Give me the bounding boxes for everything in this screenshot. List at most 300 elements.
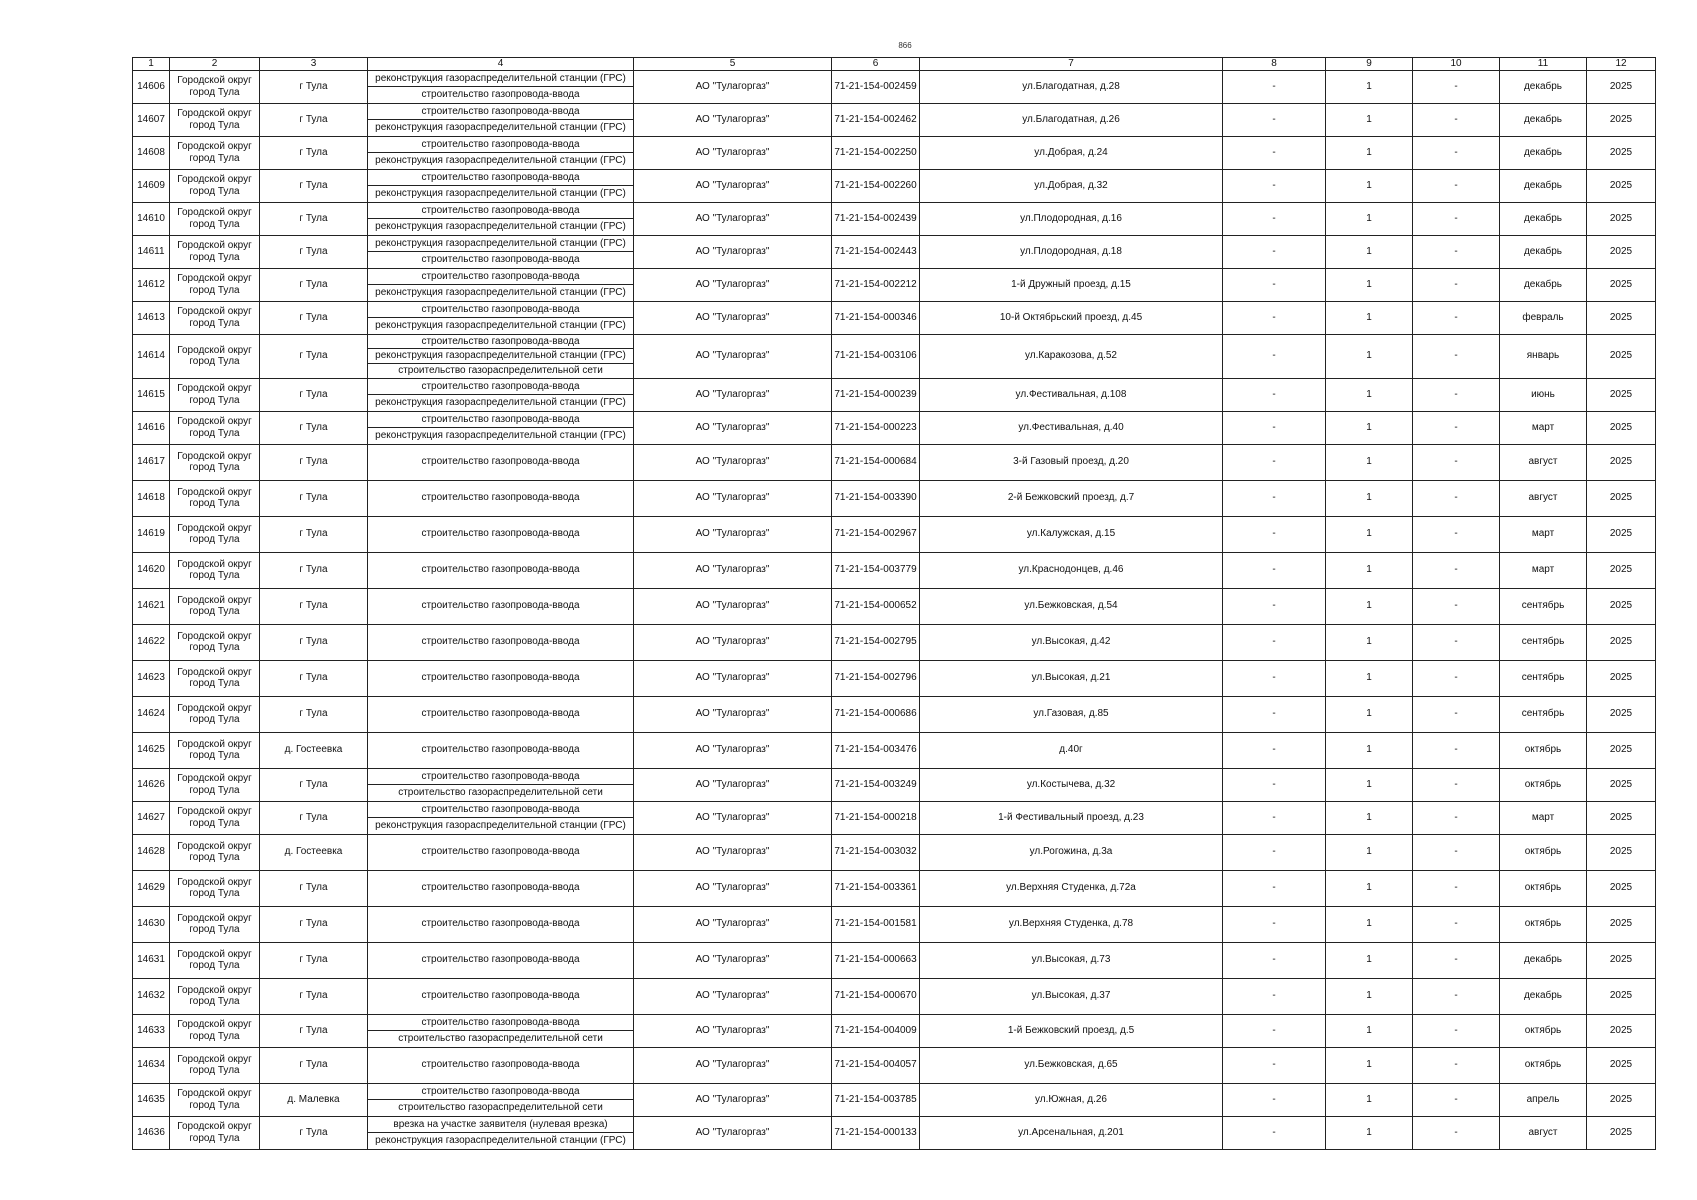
month-cell: декабрь (1500, 978, 1587, 1014)
work-type-line: строительство газопровода-ввода (421, 636, 580, 648)
column-10-cell: - (1413, 334, 1500, 378)
settlement-cell: г Тула (260, 444, 368, 480)
registry-number-cell: 71-21-154-000684 (832, 444, 920, 480)
address-cell: ул.Каракозова, д.52 (920, 334, 1223, 378)
settlement-cell: г Тула (260, 552, 368, 588)
organization-cell: АО "Тулагоргаз" (634, 103, 832, 136)
registry-number-cell: 71-21-154-000218 (832, 801, 920, 834)
address-cell: ул.Верхняя Студенка, д.72а (920, 870, 1223, 906)
works-cell (368, 1116, 634, 1149)
column-8-cell: - (1223, 588, 1326, 624)
row-number-cell: 14625 (133, 732, 170, 768)
works-cell (368, 70, 634, 103)
table-row (133, 870, 1656, 906)
column-10-cell: - (1413, 516, 1500, 552)
month-cell: октябрь (1500, 1047, 1587, 1083)
registry-number-cell: 71-21-154-003361 (832, 870, 920, 906)
registry-number-cell: 71-21-154-003390 (832, 480, 920, 516)
month-cell: октябрь (1500, 834, 1587, 870)
address-cell: ул.Бежковская, д.54 (920, 588, 1223, 624)
month-cell: март (1500, 516, 1587, 552)
works-list (368, 137, 633, 169)
column-10-cell: - (1413, 588, 1500, 624)
okrug-cell: Городской округ город Тула (170, 103, 260, 136)
row-number-cell: 14606 (133, 70, 170, 103)
table-body (133, 70, 1656, 1149)
okrug-cell: Городской округ город Тула (170, 696, 260, 732)
table-row (133, 301, 1656, 334)
column-header-10: 10 (1413, 58, 1500, 71)
organization-cell: АО "Тулагоргаз" (634, 444, 832, 480)
work-type-line: строительство газопровода-ввода (421, 528, 580, 540)
table-row (133, 136, 1656, 169)
works-cell (368, 732, 634, 768)
page-number: 866 (898, 41, 912, 50)
row-number-cell: 14624 (133, 696, 170, 732)
settlement-cell: г Тула (260, 411, 368, 444)
month-cell: декабрь (1500, 235, 1587, 268)
registry-number-cell: 71-21-154-002250 (832, 136, 920, 169)
registry-number-cell: 71-21-154-002967 (832, 516, 920, 552)
column-10-cell: - (1413, 942, 1500, 978)
okrug-cell: Городской округ город Тула (170, 202, 260, 235)
column-10-cell: - (1413, 1116, 1500, 1149)
works-cell (368, 1047, 634, 1083)
registry-number-cell: 71-21-154-004057 (832, 1047, 920, 1083)
work-type-line: строительство газораспределительной сети (398, 787, 603, 798)
okrug-cell: Городской округ город Тула (170, 1014, 260, 1047)
settlement-cell: г Тула (260, 378, 368, 411)
year-cell: 2025 (1587, 1047, 1656, 1083)
works-cell (368, 942, 634, 978)
settlement-cell: г Тула (260, 268, 368, 301)
column-9-cell: 1 (1326, 768, 1413, 801)
works-cell (368, 411, 634, 444)
settlement-cell: г Тула (260, 136, 368, 169)
work-type-line: строительство газопровода-ввода (368, 269, 633, 286)
work-type-line: врезка на участке заявителя (нулевая врезка) (368, 1117, 633, 1134)
month-cell: декабрь (1500, 70, 1587, 103)
settlement-cell: д. Гостеевка (260, 732, 368, 768)
work-type-line: строительство газораспределительной сети (398, 364, 603, 376)
table-row (133, 378, 1656, 411)
work-type-line: строительство газораспределительной сети (398, 1102, 603, 1113)
work-type-line: реконструкция газораспределительной станции (ГРС) (375, 1135, 626, 1146)
column-8-cell: - (1223, 942, 1326, 978)
table-row (133, 801, 1656, 834)
work-type-line: строительство газопровода-ввода (368, 1084, 633, 1101)
column-9-cell: 1 (1326, 870, 1413, 906)
row-number-cell: 14631 (133, 942, 170, 978)
column-9-cell: 1 (1326, 334, 1413, 378)
okrug-cell: Городской округ город Тула (170, 70, 260, 103)
organization-cell: АО "Тулагоргаз" (634, 942, 832, 978)
settlement-cell: г Тула (260, 480, 368, 516)
work-type-line: строительство газопровода-ввода (421, 254, 580, 265)
column-9-cell: 1 (1326, 136, 1413, 169)
organization-cell: АО "Тулагоргаз" (634, 1083, 832, 1116)
okrug-cell: Городской округ город Тула (170, 870, 260, 906)
column-8-cell: - (1223, 906, 1326, 942)
column-10-cell: - (1413, 906, 1500, 942)
address-cell: 3-й Газовый проезд, д.20 (920, 444, 1223, 480)
work-type-line: реконструкция газораспределительной станции (ГРС) (375, 820, 626, 831)
registry-number-cell: 71-21-154-000663 (832, 942, 920, 978)
column-8-cell: - (1223, 301, 1326, 334)
okrug-cell: Городской округ город Тула (170, 480, 260, 516)
okrug-cell: Городской округ город Тула (170, 169, 260, 202)
column-10-cell: - (1413, 1047, 1500, 1083)
work-type-line: строительство газопровода-ввода (368, 379, 633, 396)
work-type-line: строительство газопровода-ввода (368, 769, 633, 786)
year-cell: 2025 (1587, 906, 1656, 942)
okrug-cell: Городской округ город Тула (170, 301, 260, 334)
works-cell (368, 136, 634, 169)
work-type-line: строительство газопровода-ввода (421, 600, 580, 612)
registry-number-cell: 71-21-154-002212 (832, 268, 920, 301)
table-row (133, 552, 1656, 588)
column-9-cell: 1 (1326, 202, 1413, 235)
organization-cell: АО "Тулагоргаз" (634, 136, 832, 169)
okrug-cell: Городской округ город Тула (170, 978, 260, 1014)
address-cell: ул.Добрая, д.32 (920, 169, 1223, 202)
settlement-cell: г Тула (260, 1047, 368, 1083)
column-header-6: 6 (832, 58, 920, 71)
settlement-cell: д. Гостеевка (260, 834, 368, 870)
organization-cell: АО "Тулагоргаз" (634, 301, 832, 334)
column-header-2: 2 (170, 58, 260, 71)
address-cell: ул.Плодородная, д.18 (920, 235, 1223, 268)
organization-cell: АО "Тулагоргаз" (634, 588, 832, 624)
organization-cell: АО "Тулагоргаз" (634, 202, 832, 235)
row-number-cell: 14619 (133, 516, 170, 552)
work-type-line: строительство газопровода-ввода (421, 1059, 580, 1071)
works-cell (368, 169, 634, 202)
column-8-cell: - (1223, 1047, 1326, 1083)
address-cell: ул.Краснодонцев, д.46 (920, 552, 1223, 588)
works-cell (368, 978, 634, 1014)
registry-number-cell: 71-21-154-002443 (832, 235, 920, 268)
okrug-cell: Городской округ город Тула (170, 624, 260, 660)
registry-number-cell: 71-21-154-003785 (832, 1083, 920, 1116)
okrug-cell: Городской округ город Тула (170, 516, 260, 552)
year-cell: 2025 (1587, 588, 1656, 624)
column-8-cell: - (1223, 480, 1326, 516)
address-cell: ул.Благодатная, д.26 (920, 103, 1223, 136)
month-cell: сентябрь (1500, 588, 1587, 624)
organization-cell: АО "Тулагоргаз" (634, 70, 832, 103)
organization-cell: АО "Тулагоргаз" (634, 870, 832, 906)
table-row (133, 660, 1656, 696)
row-number-cell: 14609 (133, 169, 170, 202)
organization-cell: АО "Тулагоргаз" (634, 696, 832, 732)
work-type-line: строительство газопровода-ввода (421, 846, 580, 858)
table-row (133, 516, 1656, 552)
settlement-cell: г Тула (260, 978, 368, 1014)
column-10-cell: - (1413, 444, 1500, 480)
works-cell (368, 552, 634, 588)
table-row (133, 169, 1656, 202)
work-type-line: реконструкция газораспределительной станции (ГРС) (375, 430, 626, 441)
work-type-line: строительство газопровода-ввода (421, 672, 580, 684)
header-row (133, 58, 1656, 71)
works-cell (368, 235, 634, 268)
okrug-cell: Городской округ город Тула (170, 411, 260, 444)
column-10-cell: - (1413, 801, 1500, 834)
table-row (133, 834, 1656, 870)
organization-cell: АО "Тулагоргаз" (634, 834, 832, 870)
works-list (368, 1015, 633, 1047)
month-cell: октябрь (1500, 732, 1587, 768)
works-cell (368, 202, 634, 235)
registry-number-cell: 71-21-154-000223 (832, 411, 920, 444)
month-cell: декабрь (1500, 169, 1587, 202)
row-number-cell: 14635 (133, 1083, 170, 1116)
column-9-cell: 1 (1326, 624, 1413, 660)
address-cell: 2-й Бежковский проезд, д.7 (920, 480, 1223, 516)
column-10-cell: - (1413, 480, 1500, 516)
settlement-cell: г Тула (260, 870, 368, 906)
work-type-line: строительство газопровода-ввода (421, 564, 580, 576)
settlement-cell: г Тула (260, 1116, 368, 1149)
work-type-line: реконструкция газораспределительной станции (ГРС) (375, 221, 626, 232)
works-cell (368, 268, 634, 301)
works-list (368, 236, 633, 268)
column-header-9: 9 (1326, 58, 1413, 71)
column-9-cell: 1 (1326, 1047, 1413, 1083)
column-10-cell: - (1413, 378, 1500, 411)
registry-number-cell: 71-21-154-003249 (832, 768, 920, 801)
address-cell: ул.Костычева, д.32 (920, 768, 1223, 801)
address-cell: 10-й Октябрьский проезд, д.45 (920, 301, 1223, 334)
work-type-line: строительство газораспределительной сети (398, 1033, 603, 1044)
address-cell: ул.Рогожина, д.3а (920, 834, 1223, 870)
registry-number-cell: 71-21-154-002795 (832, 624, 920, 660)
works-cell (368, 301, 634, 334)
month-cell: декабрь (1500, 103, 1587, 136)
work-type-line: реконструкция газораспределительной станции (ГРС) (375, 320, 626, 331)
year-cell: 2025 (1587, 169, 1656, 202)
organization-cell: АО "Тулагоргаз" (634, 480, 832, 516)
column-10-cell: - (1413, 660, 1500, 696)
work-type-line: строительство газопровода-ввода (421, 918, 580, 930)
registry-number-cell: 71-21-154-001581 (832, 906, 920, 942)
column-8-cell: - (1223, 334, 1326, 378)
column-8-cell: - (1223, 70, 1326, 103)
works-cell (368, 834, 634, 870)
okrug-cell: Городской округ город Тула (170, 588, 260, 624)
table-row (133, 978, 1656, 1014)
organization-cell: АО "Тулагоргаз" (634, 334, 832, 378)
work-type-line: строительство газопровода-ввода (421, 708, 580, 720)
okrug-cell: Городской округ город Тула (170, 1116, 260, 1149)
row-number-cell: 14607 (133, 103, 170, 136)
address-cell: ул.Газовая, д.85 (920, 696, 1223, 732)
column-8-cell: - (1223, 624, 1326, 660)
year-cell: 2025 (1587, 1014, 1656, 1047)
month-cell: сентябрь (1500, 624, 1587, 660)
column-10-cell: - (1413, 268, 1500, 301)
month-cell: сентябрь (1500, 660, 1587, 696)
registry-number-cell: 71-21-154-000133 (832, 1116, 920, 1149)
works-cell (368, 696, 634, 732)
settlement-cell: г Тула (260, 768, 368, 801)
month-cell: март (1500, 411, 1587, 444)
works-cell (368, 334, 634, 378)
works-cell (368, 103, 634, 136)
organization-cell: АО "Тулагоргаз" (634, 801, 832, 834)
okrug-cell: Городской округ город Тула (170, 1047, 260, 1083)
okrug-cell: Городской округ город Тула (170, 732, 260, 768)
address-cell: ул.Верхняя Студенка, д.78 (920, 906, 1223, 942)
column-9-cell: 1 (1326, 660, 1413, 696)
column-header-7: 7 (920, 58, 1223, 71)
okrug-cell: Городской округ город Тула (170, 235, 260, 268)
row-number-cell: 14630 (133, 906, 170, 942)
column-9-cell: 1 (1326, 411, 1413, 444)
okrug-cell: Городской округ город Тула (170, 768, 260, 801)
works-list (368, 412, 633, 444)
registry-number-cell: 71-21-154-000686 (832, 696, 920, 732)
year-cell: 2025 (1587, 136, 1656, 169)
column-10-cell: - (1413, 870, 1500, 906)
registry-number-cell: 71-21-154-000346 (832, 301, 920, 334)
okrug-cell: Городской округ город Тула (170, 136, 260, 169)
settlement-cell: г Тула (260, 202, 368, 235)
works-cell (368, 516, 634, 552)
organization-cell: АО "Тулагоргаз" (634, 411, 832, 444)
column-9-cell: 1 (1326, 516, 1413, 552)
year-cell: 2025 (1587, 268, 1656, 301)
month-cell: март (1500, 801, 1587, 834)
address-cell: 1-й Бежковский проезд, д.5 (920, 1014, 1223, 1047)
month-cell: январь (1500, 334, 1587, 378)
year-cell: 2025 (1587, 1116, 1656, 1149)
table-row (133, 1083, 1656, 1116)
table-row (133, 696, 1656, 732)
registry-number-cell: 71-21-154-003106 (832, 334, 920, 378)
year-cell: 2025 (1587, 732, 1656, 768)
column-10-cell: - (1413, 301, 1500, 334)
year-cell: 2025 (1587, 103, 1656, 136)
column-10-cell: - (1413, 552, 1500, 588)
year-cell: 2025 (1587, 480, 1656, 516)
work-type-line: реконструкция газораспределительной станции (ГРС) (368, 349, 633, 364)
organization-cell: АО "Тулагоргаз" (634, 378, 832, 411)
column-10-cell: - (1413, 411, 1500, 444)
column-8-cell: - (1223, 103, 1326, 136)
work-type-line: строительство газопровода-ввода (368, 802, 633, 819)
year-cell: 2025 (1587, 334, 1656, 378)
registry-number-cell: 71-21-154-003032 (832, 834, 920, 870)
registry-number-cell: 71-21-154-003779 (832, 552, 920, 588)
works-list (368, 302, 633, 334)
work-type-line: строительство газопровода-ввода (368, 104, 633, 121)
column-8-cell: - (1223, 202, 1326, 235)
settlement-cell: г Тула (260, 334, 368, 378)
address-cell: ул.Высокая, д.73 (920, 942, 1223, 978)
works-cell (368, 801, 634, 834)
table-row (133, 334, 1656, 378)
year-cell: 2025 (1587, 552, 1656, 588)
column-8-cell: - (1223, 834, 1326, 870)
work-type-line: строительство газопровода-ввода (368, 302, 633, 319)
table-row (133, 268, 1656, 301)
works-cell (368, 444, 634, 480)
work-type-line: реконструкция газораспределительной станции (ГРС) (375, 155, 626, 166)
month-cell: октябрь (1500, 768, 1587, 801)
work-type-line: строительство газопровода-ввода (421, 744, 580, 756)
row-number-cell: 14623 (133, 660, 170, 696)
works-cell (368, 480, 634, 516)
organization-cell: АО "Тулагоргаз" (634, 1014, 832, 1047)
column-8-cell: - (1223, 1014, 1326, 1047)
works-list (368, 802, 633, 834)
works-cell (368, 870, 634, 906)
column-8-cell: - (1223, 444, 1326, 480)
row-number-cell: 14627 (133, 801, 170, 834)
settlement-cell: г Тула (260, 301, 368, 334)
organization-cell: АО "Тулагоргаз" (634, 1116, 832, 1149)
row-number-cell: 14626 (133, 768, 170, 801)
row-number-cell: 14628 (133, 834, 170, 870)
table-row (133, 411, 1656, 444)
works-cell (368, 768, 634, 801)
column-10-cell: - (1413, 70, 1500, 103)
month-cell: декабрь (1500, 268, 1587, 301)
settlement-cell: г Тула (260, 660, 368, 696)
column-9-cell: 1 (1326, 588, 1413, 624)
settlement-cell: г Тула (260, 942, 368, 978)
row-number-cell: 14611 (133, 235, 170, 268)
registry-number-cell: 71-21-154-003476 (832, 732, 920, 768)
column-10-cell: - (1413, 768, 1500, 801)
column-header-4: 4 (368, 58, 634, 71)
table-row (133, 942, 1656, 978)
registry-number-cell: 71-21-154-002462 (832, 103, 920, 136)
registry-number-cell: 71-21-154-002260 (832, 169, 920, 202)
year-cell: 2025 (1587, 516, 1656, 552)
settlement-cell: г Тула (260, 103, 368, 136)
table-row (133, 444, 1656, 480)
address-cell: 1-й Фестивальный проезд, д.23 (920, 801, 1223, 834)
okrug-cell: Городской округ город Тула (170, 942, 260, 978)
column-9-cell: 1 (1326, 906, 1413, 942)
table-row (133, 732, 1656, 768)
settlement-cell: г Тула (260, 235, 368, 268)
works-list (368, 71, 633, 103)
work-type-line: строительство газопровода-ввода (421, 456, 580, 468)
column-8-cell: - (1223, 136, 1326, 169)
work-type-line: строительство газопровода-ввода (421, 492, 580, 504)
settlement-cell: г Тула (260, 516, 368, 552)
column-9-cell: 1 (1326, 1083, 1413, 1116)
month-cell: март (1500, 552, 1587, 588)
month-cell: октябрь (1500, 906, 1587, 942)
address-cell: ул.Высокая, д.37 (920, 978, 1223, 1014)
works-cell (368, 906, 634, 942)
column-8-cell: - (1223, 268, 1326, 301)
works-list (368, 203, 633, 235)
organization-cell: АО "Тулагоргаз" (634, 516, 832, 552)
column-9-cell: 1 (1326, 1014, 1413, 1047)
column-9-cell: 1 (1326, 696, 1413, 732)
table-row (133, 103, 1656, 136)
month-cell: август (1500, 444, 1587, 480)
column-8-cell: - (1223, 516, 1326, 552)
works-list (368, 269, 633, 301)
works-cell (368, 588, 634, 624)
